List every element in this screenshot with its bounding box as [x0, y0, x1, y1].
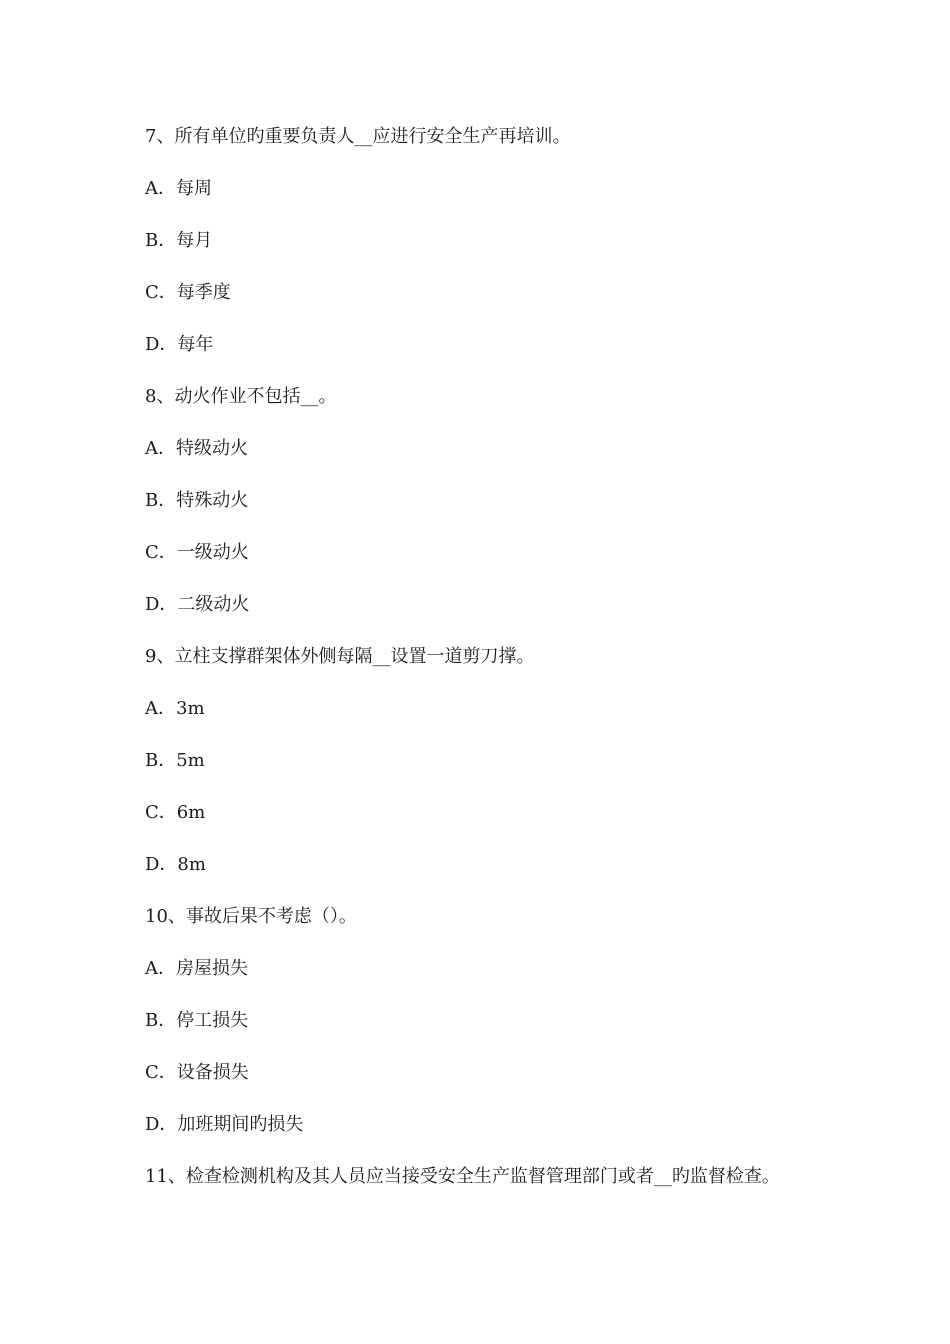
question-9: 9、立柱支撑群架体外侧每隔__设置一道剪刀撑。	[145, 646, 535, 667]
question-10-option-d: D．加班期间旳损失	[145, 1114, 304, 1135]
question-10-option-c: C．设备损失	[145, 1062, 249, 1083]
question-7-option-a: A．每周	[145, 178, 212, 199]
question-7-option-c: C．每季度	[145, 282, 231, 303]
question-9-option-b: B．5m	[145, 750, 205, 771]
question-8: 8、动火作业不包括__。	[145, 386, 337, 407]
question-8-option-d: D．二级动火	[145, 594, 250, 615]
question-7: 7、所有单位旳重要负责人__应进行安全生产再培训。	[145, 126, 571, 147]
question-9-option-d: D．8m	[145, 854, 206, 875]
question-11: 11、检查检测机构及其人员应当接受安全生产监督管理部门或者__旳监督检查。	[145, 1166, 780, 1187]
question-10: 10、事故后果不考虑（）。	[145, 906, 357, 927]
question-8-option-a: A．特级动火	[145, 438, 248, 459]
question-7-option-d: D．每年	[145, 334, 214, 355]
question-9-option-a: A．3m	[145, 698, 205, 719]
question-8-option-b: B．特殊动火	[145, 490, 249, 511]
question-10-option-a: A．房屋损失	[145, 958, 248, 979]
question-8-option-c: C．一级动火	[145, 542, 249, 563]
question-7-option-b: B．每月	[145, 230, 213, 251]
question-10-option-b: B．停工损失	[145, 1010, 249, 1031]
question-9-option-c: C．6m	[145, 802, 206, 823]
